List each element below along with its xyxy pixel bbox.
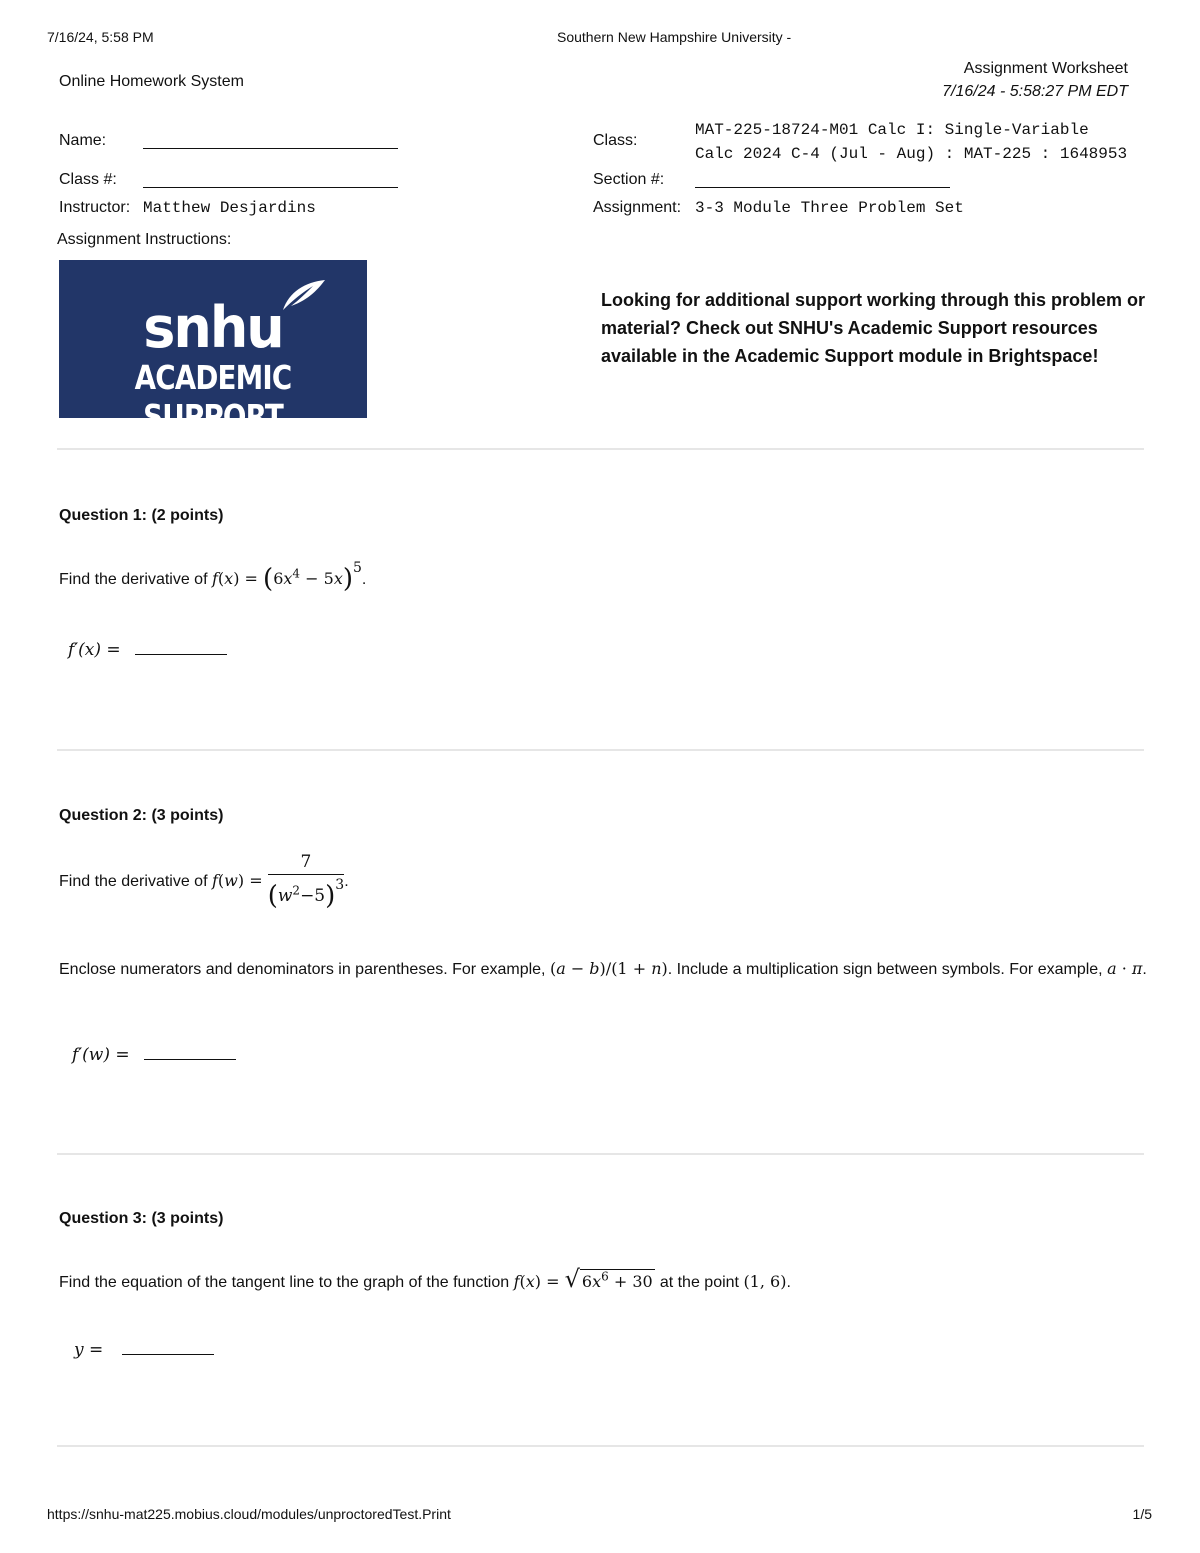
- question-2-instruction-a: Enclose numerators and denominators in parentheses. For example,: [59, 961, 546, 978]
- question-2-answer-row: [72, 1045, 236, 1065]
- class-value-line2: Calc 2024 C-4 (Jul - Aug) : MAT-225 : 1648953: [695, 145, 1128, 163]
- logo-tagline: ACADEMIC SUPPORT: [134, 358, 292, 436]
- print-url: https://snhu-mat225.mobius.cloud/modules/unproctoredTest.Print: [47, 1506, 451, 1522]
- section-label: Section #:: [593, 171, 665, 188]
- section-line: [695, 187, 950, 188]
- question-1-prompt: Find the derivative of: [59, 571, 208, 588]
- name-line: [143, 148, 398, 149]
- class-value-line1: MAT-225-18724-M01 Calc I: Single-Variable: [695, 121, 1089, 139]
- question-3-answer-blank[interactable]: [122, 1340, 214, 1355]
- assignment-label: Assignment:: [593, 199, 682, 216]
- question-1-answer-label: f′(x) =: [68, 640, 121, 660]
- question-2-function: f(w) = $\frac{7}{(w^2-5)^3}$: [211, 852, 345, 911]
- question-3-answer-row: [74, 1340, 214, 1360]
- question-2-instructions: Enclose numerators and denominators in parentheses. For example, (a − b)/(1 + n). Include a multiplication sign between symbols. For example, a · π.: [59, 959, 1147, 978]
- divider: [57, 1153, 1144, 1155]
- question-2-example-a: (a − b)/(1 + n): [549, 959, 668, 978]
- assignment-value: 3-3 Module Three Problem Set: [695, 199, 964, 217]
- divider: [57, 749, 1144, 751]
- question-3-function: f(x) = √ $6x^6 + 30$: [513, 1265, 653, 1293]
- print-site-title: Southern New Hampshire University -: [557, 29, 792, 45]
- doc-type: Assignment Worksheet: [963, 60, 1128, 77]
- question-3-prompt: Find the equation of the tangent line to the graph of the function: [59, 1274, 510, 1291]
- question-3-prompt-mid: at the point: [659, 1274, 739, 1291]
- question-1-title: Question 1: (2 points): [59, 507, 224, 524]
- question-3-title: Question 3: (3 points): [59, 1210, 224, 1227]
- question-1-function: $f(x) = (6x^4 - 5x)^5$: [211, 560, 362, 594]
- question-1-prompt-row: Find the derivative of $f(x) = (6x^4 - 5x)^5$.: [59, 560, 367, 594]
- question-2-example-b: a · π: [1107, 959, 1143, 978]
- question-2-title: Question 2: (3 points): [59, 807, 224, 824]
- print-datetime: 7/16/24, 5:58 PM: [47, 29, 154, 45]
- instructions-label: Assignment Instructions:: [57, 231, 232, 248]
- divider: [57, 448, 1144, 450]
- class-num-line: [143, 187, 398, 188]
- class-label: Class:: [593, 132, 638, 149]
- class-num-label: Class #:: [59, 171, 117, 188]
- question-2-prompt: Find the derivative of: [59, 873, 208, 890]
- question-2-fraction: $\frac{7}{(w^2-5)^3}$: [267, 852, 345, 911]
- name-label: Name:: [59, 132, 107, 149]
- question-3-prompt-row: Find the equation of the tangent line to the graph of the function f(x) = √ $6x^6 + 30$ at the point (1, 6).: [59, 1265, 791, 1293]
- snhu-academic-support-logo: [59, 260, 367, 436]
- question-2-answer-label: f′(w) =: [72, 1045, 130, 1065]
- question-2-instruction-b: . Include a multiplication sign between symbols. For example,: [667, 961, 1103, 978]
- support-message: Looking for additional support working through this problem or material? Check out SNHU's Academic Support resources available in the Academic Support module in Brightspace!: [601, 290, 1145, 366]
- divider: [57, 1445, 1144, 1447]
- instructor-label: Instructor:: [59, 199, 131, 216]
- question-1-answer-row: [68, 640, 227, 660]
- logo-word: snhu: [143, 294, 283, 361]
- question-1-answer-blank[interactable]: [135, 640, 227, 655]
- system-name: Online Homework System: [59, 73, 244, 90]
- page-number: 1/5: [1132, 1506, 1152, 1522]
- question-3-point: (1, 6): [743, 1272, 787, 1291]
- question-2-answer-blank[interactable]: [144, 1045, 236, 1060]
- question-2-prompt-row: Find the derivative of f(w) = $\frac{7}{(w^2-5)^3}$ .: [59, 852, 349, 911]
- doc-timestamp: 7/16/24 - 5:58:27 PM EDT: [942, 83, 1128, 100]
- instructor-value: Matthew Desjardins: [143, 199, 316, 217]
- question-3-answer-label: y =: [74, 1340, 104, 1360]
